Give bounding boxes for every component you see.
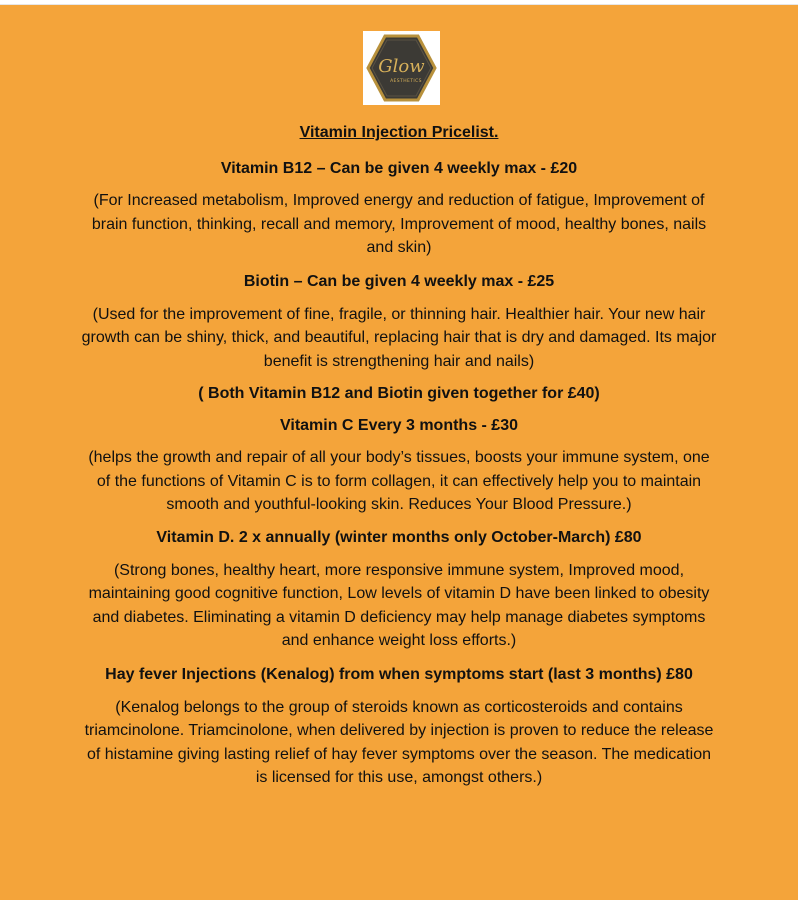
item-description-vitamin-c: (helps the growth and repair of all your body’s tissues, boosts your immune system, one of the functions of Vitamin C is to form collagen, it can effectively help you to maintain smooth and youthful-looking skin. Reduces Your Blood Pressure.) bbox=[88, 449, 710, 513]
item-heading-vitamin-d: Vitamin D. 2 x annually (winter months only October-March) £80 bbox=[156, 528, 642, 546]
logo-brand-sub: AESTHETICS bbox=[390, 79, 422, 84]
glow-aesthetics-logo bbox=[363, 31, 440, 105]
pricelist-page bbox=[0, 4, 798, 900]
item-heading-combo-offer: ( Both Vitamin B12 and Biotin given together for £40) bbox=[198, 385, 600, 402]
item-description-hay-fever: (Kenalog belongs to the group of steroids known as corticosteroids and contains triamcinolone. Triamcinolone, when delivered by injection is proven to reduce the release of histamine giving lasting relief of hay fever symptoms over the season. The medication is licensed for this use, amongst others.) bbox=[84, 698, 714, 786]
item-heading-hay-fever: Hay fever Injections (Kenalog) from when symptoms start (last 3 months) £80 bbox=[105, 665, 693, 683]
item-description-vitamin-b12: (For Increased metabolism, Improved energy and reduction of fatigue, Improvement of brain function, thinking, recall and memory, Improvement of mood, healthy bones, nails and skin) bbox=[91, 192, 707, 256]
item-heading-biotin: Biotin – Can be given 4 weekly max - £25 bbox=[243, 272, 555, 290]
item-description-biotin: (Used for the improvement of fine, fragile, or thinning hair. Healthier hair. Your new hair growth can be shiny, thick, and beautiful, replacing hair that is dry and damaged. Its major benefit is strengthening hair and nails) bbox=[81, 305, 717, 370]
page-title: Vitamin Injection Pricelist. bbox=[299, 124, 499, 141]
item-heading-vitamin-c: Vitamin C Every 3 months - £30 bbox=[279, 417, 518, 434]
pricelist-content bbox=[80, 123, 718, 790]
item-description-vitamin-d: (Strong bones, healthy heart, more responsive immune system, Improved mood, maintaining good cognitive function, Low levels of vitamin D have been linked to obesity and diabetes. Eliminating a vitamin D deficiency may help manage diabetes symptoms and enhance weight loss efforts.) bbox=[88, 561, 710, 649]
logo-brand-name: Glow bbox=[378, 56, 425, 77]
item-heading-vitamin-b12: Vitamin B12 – Can be given 4 weekly max - £20 bbox=[220, 160, 578, 177]
